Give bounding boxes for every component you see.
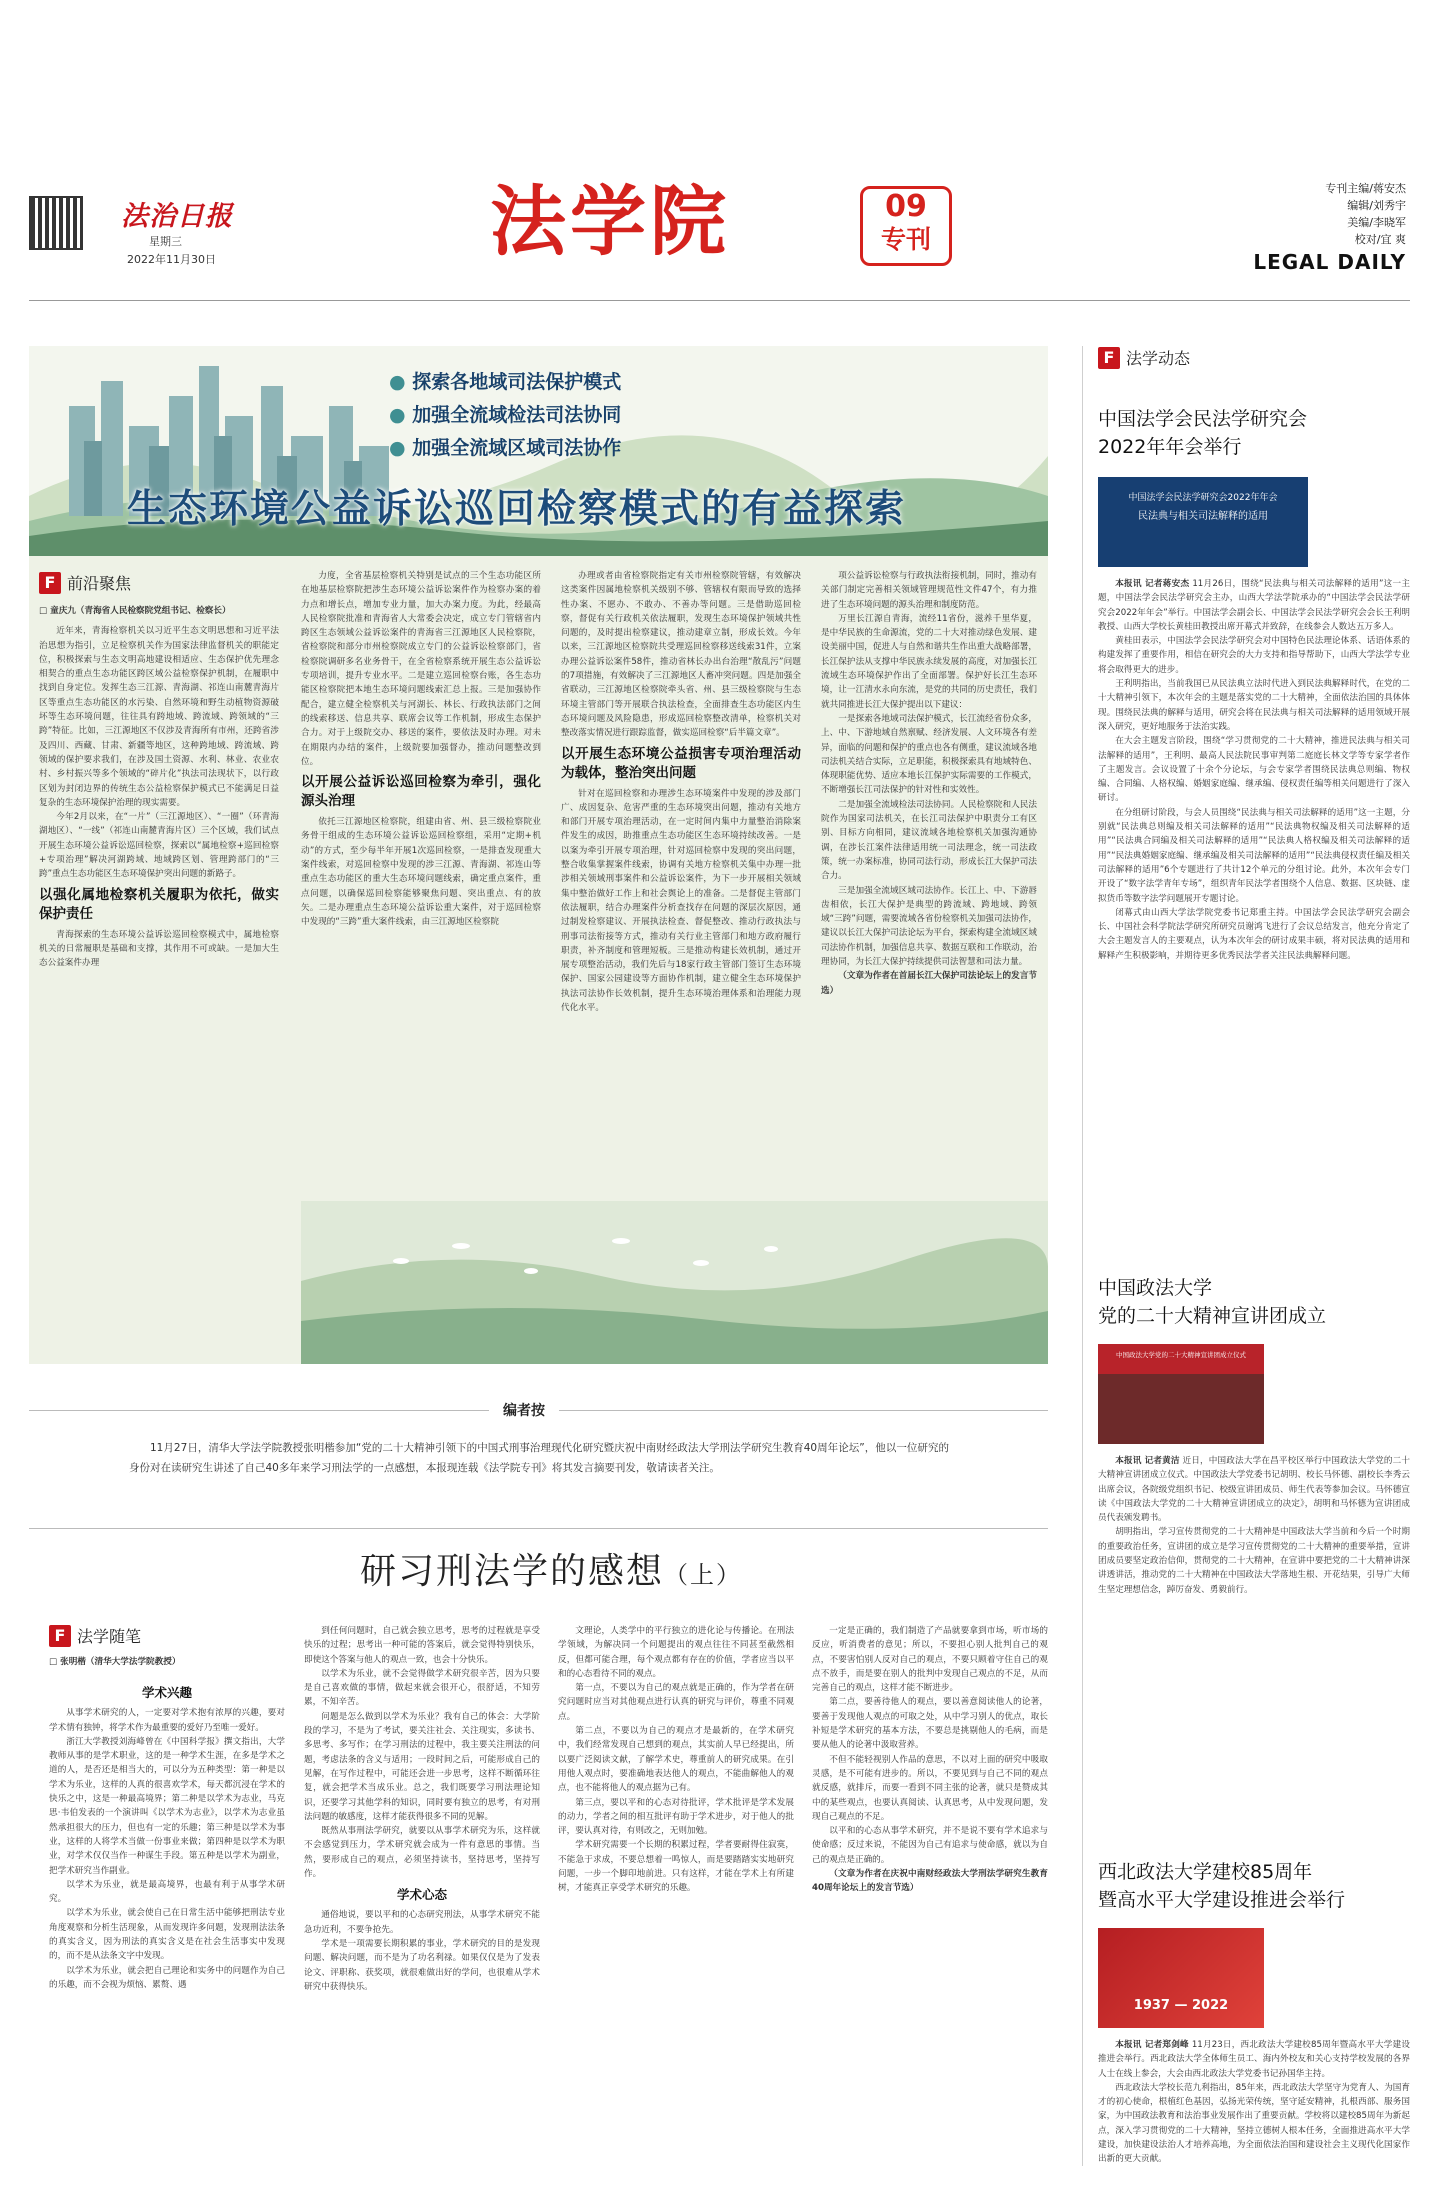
paragraph: 办理或者由省检察院指定有关市州检察院管辖，有效解决这类案件因属地检察机关级别不够、管辖权有限而导致的选择性办案、不愿办、不敢办、不善办等问题。三是借助巡回检察，督促有关行政机关依法履职，发现生态环境保护领域共性问题的，及时提出检察建议，推动建章立制，形成长效。今年以来，三江源地区检察院共受理巡回检察移送线索31件，立案办理公益诉讼案件58件，推动省林长办出台治理“散乱污”问题的7项措施，有效解决了三江源地区人畜冲突问题。四是加强全省联动，三江源地区检察院牵头省、州、县三级检察院与生态环境主管部门等开展联合执法检查，全面排查生态功能区内生态环境问题及风险隐患，形成巡回检察整改清单，检察机关对整改落实情况进行跟踪监督，做实巡回检察“后半篇文章”。 [561,571,801,739]
paragraph: 胡明指出，学习宣传贯彻党的二十大精神是中国政法大学当前和今后一个时期的重要政治任务，宣讲团的成立是学习宣传贯彻党的二十大精神的重要举措，宣讲团成员要坚定政治信仰，贯彻党的二十大精神，在宣讲中要把党的二十大精神讲深讲透讲活，推动党的二十大精神在中国政法大学落地生根、开花结果，引导广大师生坚定理想信念，踔厉奋发、勇毅前行。 [1098,1527,1410,1595]
feature-subheading: 以开展公益诉讼巡回检察为牵引，强化源头治理 [301,774,541,810]
news-photo-banner: 中国政法大学党的二十大精神宣讲团成立仪式 [1116,1351,1246,1359]
news-photo-subcaption: 民法典与相关司法解释的适用 [1138,511,1268,522]
essay-col-3-text [558,1624,794,1896]
paragraph: 今年2月以来，在“一片”（三江源地区）、“一圈”（环青海湖地区）、“一线”（祁连山南麓青海片区）三个区域，我们试点开展生态环境公益诉讼巡回检察，探索以“属地检察+巡回检察+专项治理”解决河湖跨域、地域跨区划、管理跨部门的“三跨”重点生态功能区生态环境保护突出问题的新路子。 [39,812,279,880]
paragraph: 以学术为乐业，就会使自己在日常生活中能够把刑法专业角度观察和分析生活现象，从而发现许多问题，发现刑法法条的真实含义，因为刑法的真实含义是在社会生活事实中发现的，而不是从法条文字中发现。 [49,1908,285,1962]
egret-svg [301,1201,1048,1364]
paragraph: 从事学术研究的人，一定要对学术抱有浓厚的兴趣，要对学术情有独钟，将学术作为最重要的爱好乃至唯一爱好。 [49,1708,285,1733]
bullet-text: 加强全流域区域司法协作 [412,437,622,459]
reporter: 本报讯 记者黄洁 [1115,1456,1180,1466]
essay-byline: □ 张明楷（清华大学法学院教授） [49,1657,181,1667]
essay-col-3 [558,1624,794,1896]
paragraph: 以平和的心态从事学术研究，并不是说不要有学术追求与使命感；反过来说，不能因为自己有追求与使命感，就以为自己的观点是正确的。 [812,1826,1048,1865]
paragraph [1098,2038,1410,2081]
paragraph-text: 11月23日，西北政法大学建校85周年暨高水平大学建设推进会举行。西北政法大学全体师生员工、海内外校友和关心支持学校发展的各界人士在线上参会，大会由西北政法大学党委书记孙国华主持。 [1098,2040,1410,2079]
essay-title-part: （上） [664,1561,743,1589]
editor-note-rule-bottom [29,1528,1048,1529]
column-tag-icon: F [39,572,61,594]
column-tag [1098,346,1410,369]
credit-proofreader: 校对/宜 爽 [1354,233,1406,246]
paragraph-text: 近日，中国政法大学在昌平校区举行中国政法大学党的二十大精神宣讲团成立仪式。中国政法大学党委书记胡明、校长马怀德、副校长李秀云出席会议，各院级党组织书记、校级宣讲团成员、师生代表等参加会议。马怀德宣读《中国政法大学党的二十大精神宣讲团成立的决定》，胡明和马怀德为宣讲团成员代表颁发聘书。 [1098,1456,1410,1524]
paragraph: 在大会主题发言阶段，围绕“学习贯彻党的二十大精神，推进民法典与相关司法解释的适用”，王利明、最高人民法院民事审判第二庭庭长林文学等专家学者作了主题发言。会议设置了十余个分论坛，与会专家学者围绕民法典总则编、物权编、合同编、人格权编、婚姻家庭编、继承编、侵权责任编等相关问题进行了深入研讨。 [1098,736,1410,804]
news-photo [1098,1928,1264,2028]
column-tag [49,1624,285,1647]
editor-note-label: 编者按 [489,1400,559,1420]
news-body [1098,1454,1410,1597]
feature-col-3 [561,569,801,1015]
news-title-line[interactable]: 西北政法大学建校85周年 [1098,1861,1313,1883]
news-title-line[interactable]: 中国政法大学 [1098,1277,1213,1299]
masthead-rule [29,300,1410,301]
feature-article [29,346,1048,1364]
news-photo-year: 1937 — 2022 [1133,1998,1229,2013]
essay-col-4-text [812,1624,1048,1896]
column-tag-label: 法学动态 [1126,349,1191,368]
paragraph: 第一点，不要以为自己的观点就是正确的，作为学者在研究问题时应当对其他观点进行认真的研究与评价，尊重不同观点。 [558,1683,794,1722]
reporter: 本报讯 记者蒋安杰 [1115,579,1190,589]
column-tag [39,571,279,594]
news-title-line[interactable]: 中国法学会民法学研究会 [1098,408,1308,430]
paragraph [1098,577,1410,634]
essay-subheading: 学术兴趣 [141,1685,192,1701]
masthead-date: 2022年11月30日 [127,253,216,266]
news-photo [1098,1344,1264,1444]
paragraph: 在分组研讨阶段，与会人员围绕“民法典与相关司法解释的适用”这一主题，分别就“民法典总则编及相关司法解释的适用”“民法典物权编及相关司法解释的适用”“民法典合同编及相关司法解释的适用”“民法典人格权编及相关司法解释的适用”“民法典婚姻家庭编、继承编及相关司法解释的适用”“民法典侵权责任编及相关司法解释的适用”6个专题进行了共计12个单元的分组讨论。此外，本次年会专门开设了“数字法学青年专场”，组织青年民法学者围绕个人信息、数据、区块链、虚拟货币等数字法学问题展开专题讨论。 [1098,807,1410,904]
bullet-text: 加强全流域检法司法协同 [412,404,622,426]
essay-col-4 [812,1624,1048,1896]
news-photo-caption: 中国法学会民法学研究会2022年年会 [1128,493,1278,503]
paragraph: 万里长江源自青海，流经11省份，滋养千里华夏，是中华民族的生命源流，党的二十大对推动绿色发展、建设美丽中国，促进人与自然和谐共生作出重大战略部署，长江保护法从支撑中华民族永续发展的高度，对加强长江流域生态环境保护作出了全面部署。保护好长江生态环境，让一江清水永向东流，是党的共同的历史责任，我们就共同推进长江大保护提出以下建议： [821,613,1037,710]
feature-col-2 [301,569,541,930]
feature-col-1-text [39,624,279,970]
essay-col-2 [304,1624,540,1994]
essay-headline [360,1550,742,1597]
paragraph: 以学术为乐业，就是最高境界，也最有利于从事学术研究。 [49,1879,285,1905]
page-number: 09 [885,189,927,224]
paragraph: 一定是正确的，我们制造了产品就要拿到市场，听市场的反应，听消费者的意见；所以，不要担心别人批判自己的观点，不要害怕别人反对自己的观点，不要只顾着守住自己的观点不放手，而是要在别人的批判中发现自己观点的不足，从而完善自己的观点，这样才能不断进步。 [812,1626,1048,1694]
feature-headline: 生态环境公益诉讼巡回检察模式的有益探索 [127,487,907,532]
column-tag-label: 前沿聚焦 [67,574,132,593]
paragraph: 二是加强全流域检法司法协同。人民检察院和人民法院作为国家司法机关，在长江司法保护中职责分工有区别、目标方向相同，建议流域各地检察机关加强沟通协调，在涉长江案件法律适用统一司法理念，统一司法政策，统一办案标准，协同司法行动，形成长江大保护司法合力。 [821,799,1037,882]
paragraph: 第三点，要以平和的心态对待批评，学术批评是学术发展的动力，学者之间的相互批评有助于学术进步，对于他人的批评，要认真对待，有则改之，无则加勉。 [558,1797,794,1837]
bullet-item: ● 加强全流域检法司法协同 [389,404,622,426]
paragraph: 针对在巡回检察和办理涉生态环境案件中发现的涉及部门广、成因复杂、危害严重的生态环境突出问题，推动有关地方和部门开展专项治理活动，在一定时间内集中力量整治消除案件发生的成因，助推重点生态功能区生态环境持续改善。一是以案为牵引开展专项治理，针对巡回检察中发现的突出问题，整合收集掌握案件线索，协调有关地方检察机关集中办理一批涉相关领域刑事案件和公益诉讼案件，为下一步开展相关领域集中整治做好工作上和社会舆论上的准备。二是督促主管部门依法履职，结合办理案件分析查找存在问题的深层次原因，通过制发检察建议、开展执法检查、督促整改、推动行政执法与刑事司法衔接等方式，推动有关行业主管部门和地方政府履行职责，补齐制度和管理短板。三是推动构建长效机制，通过开展专项整治活动，我们先后与18家行政主管部门签订生态环境保护、国家公园建设等方面协作机制，建立健全生态环境保护执法司法协作长效机制，提升生态环境治理体系和治理能力现代化水平。 [561,788,801,1014]
feature-byline: □ 童庆九（青海省人民检察院党组书记、检察长） [39,606,231,616]
news-body [1098,577,1410,963]
sidebar-news-item [1098,1858,1410,2167]
paragraph: 不但不能轻视别人作品的意思，不以对上面的研究中吸取灵感，是不可能有进步的。所以，不要见到与自己不同的观点就反感，就排斥，而要一看到不同主张的论著，就只是赞成其中的某些观点，也要认真阅读、认真思考，从中发现问题，发现自己观点的不足。 [812,1754,1048,1822]
sidebar-divider [1082,346,1083,2166]
credit-art-editor: 美编/李晓军 [1347,216,1406,229]
essay-col-1-text [49,1706,285,1992]
feature-col-4 [821,569,1037,998]
paragraph: 黄桂田表示，中国法学会民法学研究会对中国特色民法理论体系、话语体系的构建发挥了重要作用，相信在研究会的大力支持和指导帮助下，山西大学法学专业将会取得更大的进步。 [1098,636,1410,675]
feature-bullets [389,366,621,465]
paragraph: 文理论，人类学中的平行独立的进化论与传播论。在刑法学领域，为解决同一个问题提出的观点往往不同甚至截然相反，但都可能合理，每个观点都有存在的价值，学者应当以平和的心态看待不同的观点。 [558,1626,794,1679]
paragraph: 一是探索各地域司法保护模式，长江流经省份众多，上、中、下游地域自然禀赋、经济发展、人文环境各有差异，面临的问题和保护的重点也各有侧重，建议流域各地司法机关结合实际，立足职能，积极探索具有地域特色、体现职能优势、适应本地长江保护实际需要的工作模式，不断增强长江司法保护的针对性和实效性。 [821,713,1037,796]
egret-landscape-illustration [301,1201,1048,1364]
paragraph: 通俗地说，要以平和的心态研究刑法，从事学术研究不能急功近利，不要争抢先。 [304,1910,540,1935]
page-number-box [860,186,952,266]
credit-editor: 编辑/刘秀宇 [1347,199,1406,212]
sidebar-news-item [1098,405,1410,963]
feature-col-4-text [821,569,1037,998]
paragraph: 学术是一项需要长期积累的事业，学术研究的目的是发现问题、解决问题，而不是为了功名利禄。如果仅仅是为了发表论文、评职称、获奖项，就很难做出好的学问，也很难从学术研究中获得快乐。 [304,1938,540,1992]
paragraph-note: （文章为作者在庆祝中南财经政法大学刑法学研究生教育40周年论坛上的发言节选） [812,1869,1048,1894]
news-title-line[interactable]: 党的二十大精神宣讲团成立 [1098,1305,1327,1327]
feature-col-1 [39,571,279,971]
paragraph: 问题是怎么做到以学术为乐业？我有自己的体会：大学阶段的学习，不是为了考试，要关注社会、关注现实，多读书、多思考、多写作；在学习刑法的过程中，我主要关注刑法的问题，考虑法条的含义与适用；一段时间之后，可能形成自己的见解，在写作过程中，可能还会进一步思考，这样不断循环往复，就会把学术当成乐业。总之，我们既要学习刑法理论知识，还要学习其他学科的知识，同时要有独立的思考，有对刑法问题的敏感度，这样才能获得很多不同的见解。 [304,1711,540,1822]
bullet-text: 探索各地域司法保护模式 [412,371,622,393]
paragraph: 近年来，青海检察机关以习近平生态文明思想和习近平法治思想为指引，立足检察机关作为国家法律监督机关的职能定位，积极探索与生态文明高地建设相适应、生态保护优先理念相契合的重点生态功能区跨区域公益检察保护机制，在履职中找到自身定位。发挥生态三江源、青海湖、祁连山南麓青海片区等重点生态功能区的水污染、自然环境和野生动植物资源破坏等生态环境问题，往往具有跨地域、跨流域、跨领域的“三跨”特征。比如，三江源地区不仅涉及青海所有市州，还跨省涉及四川、西藏、甘肃、新疆等地区，这种跨地域、跨流域、跨领域的保护要求我们，在涉及国土资源、水利、林业、农业农村、乡村振兴等多个领域的“碎片化”执法司法现状下，以行政区划为封闭边界的传统生态公益检察保护模式已不能满足日益复杂的生态环境保护治理的现实需要。 [39,626,279,808]
paragraph: 第二点，要善待他人的观点，要以善意阅读他人的论著，要善于发现他人观点的可取之处，从中学习别人的优点，取长补短是学术研究的基本方法，不要总是挑剔他人的毛病，而是要从他人的论著中汲取营养。 [812,1697,1048,1751]
bullet-item: ● 加强全流域区域司法协作 [389,437,622,459]
paragraph: 项公益诉讼检察与行政执法衔接机制，同时，推动有关部门制定完善相关领域管理规范性文件47个，有力推进了生态环境问题的源头治理和制度防范。 [821,571,1037,610]
editor-credits [1228,180,1406,248]
paragraph: 三是加强全流域区域司法协作。长江上、中、下游唇齿相依，长江大保护是典型的跨流域、跨地域、跨领域“三跨”问题，需要流域各省份检察机关加强司法协作，建议以长江大保护司法论坛为平台，探索构建全流域区域司法协作机制，加强信息共享、数据互联和工作联动，治理协同，为长江大保护持续提供司法智慧和司法力量。 [821,885,1037,968]
paper-name: 法治日报 [121,201,233,232]
column-tag-label: 法学随笔 [77,1627,142,1646]
credit-chief-editor: 专刊主编/蒋安杰 [1325,182,1406,195]
editor-note-text: 11月27日，清华大学法学院教授张明楷参加“党的二十大精神引领下的中国式刑事治理现代化研究暨庆祝中南财经政法大学刑法学研究生教育40周年论坛”，他以一位研究的身份对在读研究生讲述了自己40多年来学习刑法学的一点感想，本报现连载《法学院专刊》将其发言摘要刊发，敬请读者关注。 [129,1442,949,1474]
paragraph: 西北政法大学校长范九利指出，85年来，西北政法大学坚守为党育人、为国育才的初心使命，根植红色基因，弘扬光荣传统，坚守延安精神，扎根西部、服务国家，为中国政法教育和法治事业发展作出了重要贡献。学校将以建校85周年为新起点，深入学习贯彻党的二十大精神，坚持立德树人根本任务，全面推进高水平大学建设，加快建设法治人才培养高地，为全面依法治国和建设社会主义现代化国家作出新的更大贡献。 [1098,2082,1410,2165]
english-title: LEGAL DAILY [1253,250,1406,274]
masthead [0,0,1440,300]
editor-note [29,1398,1048,1540]
paragraph-note: （文章为作者在首届长江大保护司法论坛上的发言节选） [821,971,1037,996]
paragraph: 依托三江源地区检察院，组建由省、州、县三级检察院业务骨干组成的生态环境公益诉讼巡回检察组，采用“定期+机动”的方式，至少每半年开展1次巡回检察，一是排查发现重大案件线索，对巡回检察中发现的涉三江源、青海湖、祁连山等重点生态功能区的重大生态环境问题线索，确定重点案件，重点问题，以确保巡回检察能够聚焦问题、突出重点、有的放矢。二是办理重点生态环境公益诉讼重大案件，对于巡回检察中发现的“三跨”重大案件线索，由三江源地区检察院 [301,817,541,928]
feature-col-3-text [561,569,801,1015]
feature-subheading: 以强化属地检察机关履职为依托，做实保护责任 [39,886,279,922]
news-title-line[interactable]: 暨高水平大学建设推进会举行 [1098,1889,1346,1911]
paragraph: 闭幕式由山西大学法学院党委书记郑重主持。中国法学会民法学研究会副会长、中国社会科学院法学研究所研究员谢鸿飞进行了会议总结发言，他充分肯定了大会主题发言人的主要观点，认为本次年会的研讨成果丰硕，将对民法典的适用和解释产生积极影响，并期待更多优秀民法学者关注民法典解释问题。 [1098,907,1410,961]
essay-col-1 [49,1624,285,1992]
section-title: 法学院 [490,177,730,266]
column-tag-icon: F [49,1625,71,1647]
bullet-item: ● 探索各地域司法保护模式 [389,371,622,393]
paragraph: 浙江大学教授刘海峰曾在《中国科学报》撰文指出，大学教师从事的是学术职业，这的是一种学术生涯，在多是学术之道的人，是否还是相当大的，可以分为五种类型：第一种是以学术为乐业，这样的人真的很喜欢学术，每天都沉浸在学术的快乐之中，这是一种最高境界；第二种是以学术为志业，马克思·韦伯发表的一个演讲叫《以学术为志业》，以学术为志业虽然承担很大的压力，但也有一定的乐趣；第三种是以学术为事业，这样的人将学术当做一份事业来做；第四种是以学术为职业，对学术仅仅当作一种谋生手段。第五种是以学术为副业，把学术研究当作副业。 [49,1736,285,1876]
paragraph: 第二点，不要以为自己的观点才是最新的，在学术研究中，我们经常发现自己想到的观点，其实前人早已经提出，所以要广泛阅读文献，了解学术史，尊重前人的研究成果。在引用他人观点时，要准确地表达他人的观点，不能曲解他人的观点，也不能将他人的观点据为己有。 [558,1726,794,1794]
paragraph: 青海探索的生态环境公益诉讼巡回检察模式中，属地检察机关的日常履职是基础和支撑，其作用不可或缺。一是加大生态公益案件办理 [39,929,279,969]
paragraph: 学术研究需要一个长期的积累过程，学者要耐得住寂寞，不能急于求成，不要总想着一鸣惊人，而是要踏踏实实地研究问题，一步一个脚印地前进。只有这样，才能在学术上有所建树，才能真正享受学术研究的乐趣。 [558,1840,794,1894]
news-photo [1098,477,1308,567]
sidebar-news-item [1098,1274,1410,1597]
masthead-weekday: 星期三 [149,235,182,248]
essay-subheading: 学术心态 [396,1887,447,1903]
paragraph: 到任何问题时，自己就会独立思考，思考的过程就是享受快乐的过程；思考出一种可能的答案后，就会觉得特别快乐，即使这个答案与他人的观点一致，也会十分快乐。 [304,1626,540,1665]
news-body [1098,2038,1410,2167]
paragraph: 以学术为乐业，就会把自己理论和实务中的问题作为自己的乐趣，而不会视为烦恼、累赘、遇 [49,1965,285,1990]
qr-code[interactable] [29,196,83,250]
paragraph [1098,1454,1410,1525]
paragraph: 以学术为乐业，就不会觉得做学术研究很辛苦，因为只要是自己喜欢做的事情，做起来就会很开心，很舒适，不知劳累，不知辛苦。 [304,1668,540,1708]
feature-subheading: 以开展生态环境公益损害专项治理活动为载体，整治突出问题 [561,745,801,781]
essay-title: 研习刑法学的感想 [360,1551,665,1592]
essay-col-2-text [304,1624,540,1994]
paragraph: 王利明指出，当前我国已从民法典立法时代进入到民法典解释时代，在党的二十大精神引领下，本次年会的主题是落实党的二十大精神，全面依法治国的具体体现。围绕民法典的解释与适用，研究会将在民法典与相关司法解释的适用领域开展深入研究，更好地服务于法治实践。 [1098,679,1410,732]
paragraph-text: 11月26日，围绕“民法典与相关司法解释的适用”这一主题，中国法学会民法学研究会主办，山西大学法学院承办的“中国法学会民法学研究会2022年年会”举行。中国法学会副会长、中国法学会民法学研究会会长王利明教授、山西大学校长黄桂田教授出席开幕式并致辞，在线参会人数达五万多人。 [1098,579,1410,632]
reporter: 本报讯 记者郑剑峰 [1115,2040,1189,2050]
page-kind: 专刊 [880,225,931,254]
column-tag-icon: F [1098,347,1120,369]
paragraph: 既然从事刑法学研究，就要以从事学术研究为乐，这样就不会感觉到压力，学术研究就会成为一件有意思的事情。当然，要形成自己的观点，必须坚持读书，坚持思考，坚持写作。 [304,1826,540,1880]
news-title-line[interactable]: 2022年年会举行 [1098,436,1242,458]
feature-col-2-text [301,569,541,930]
sidebar [1098,346,1410,2165]
paragraph: 力度，全省基层检察机关特别是试点的三个生态功能区所在地基层检察院把涉生态环境公益诉讼案件作为检察办案的着力点和增长点，增加专业力量，加大办案力度。为此，经最高人民检察院批准和青海省人大常委会决定，成立专门管辖省内跨区生态领域公益诉讼案件的青海省三江源地区人民检察院，省检察院和部分市州检察院成立专门的公益诉讼检察部门，省检察院调研多名业务骨干，在全省检察系统开展生态公益诉讼专项培训，提升专业水平。二是建立巡回检察台账，各生态功能区检察院把本地生态环境问题线索汇总上报。三是加强协作配合，建立健全检察机关与河湖长、林长、行政执法部门之间的线索移送、信息共享、联席会议等工作机制，形成生态保护合力。对于上级院交办、移送的案件，要依法及时办理。对未在期限内办结的案件，上级院要加强督办，推动问题整改到位。 [301,571,541,767]
